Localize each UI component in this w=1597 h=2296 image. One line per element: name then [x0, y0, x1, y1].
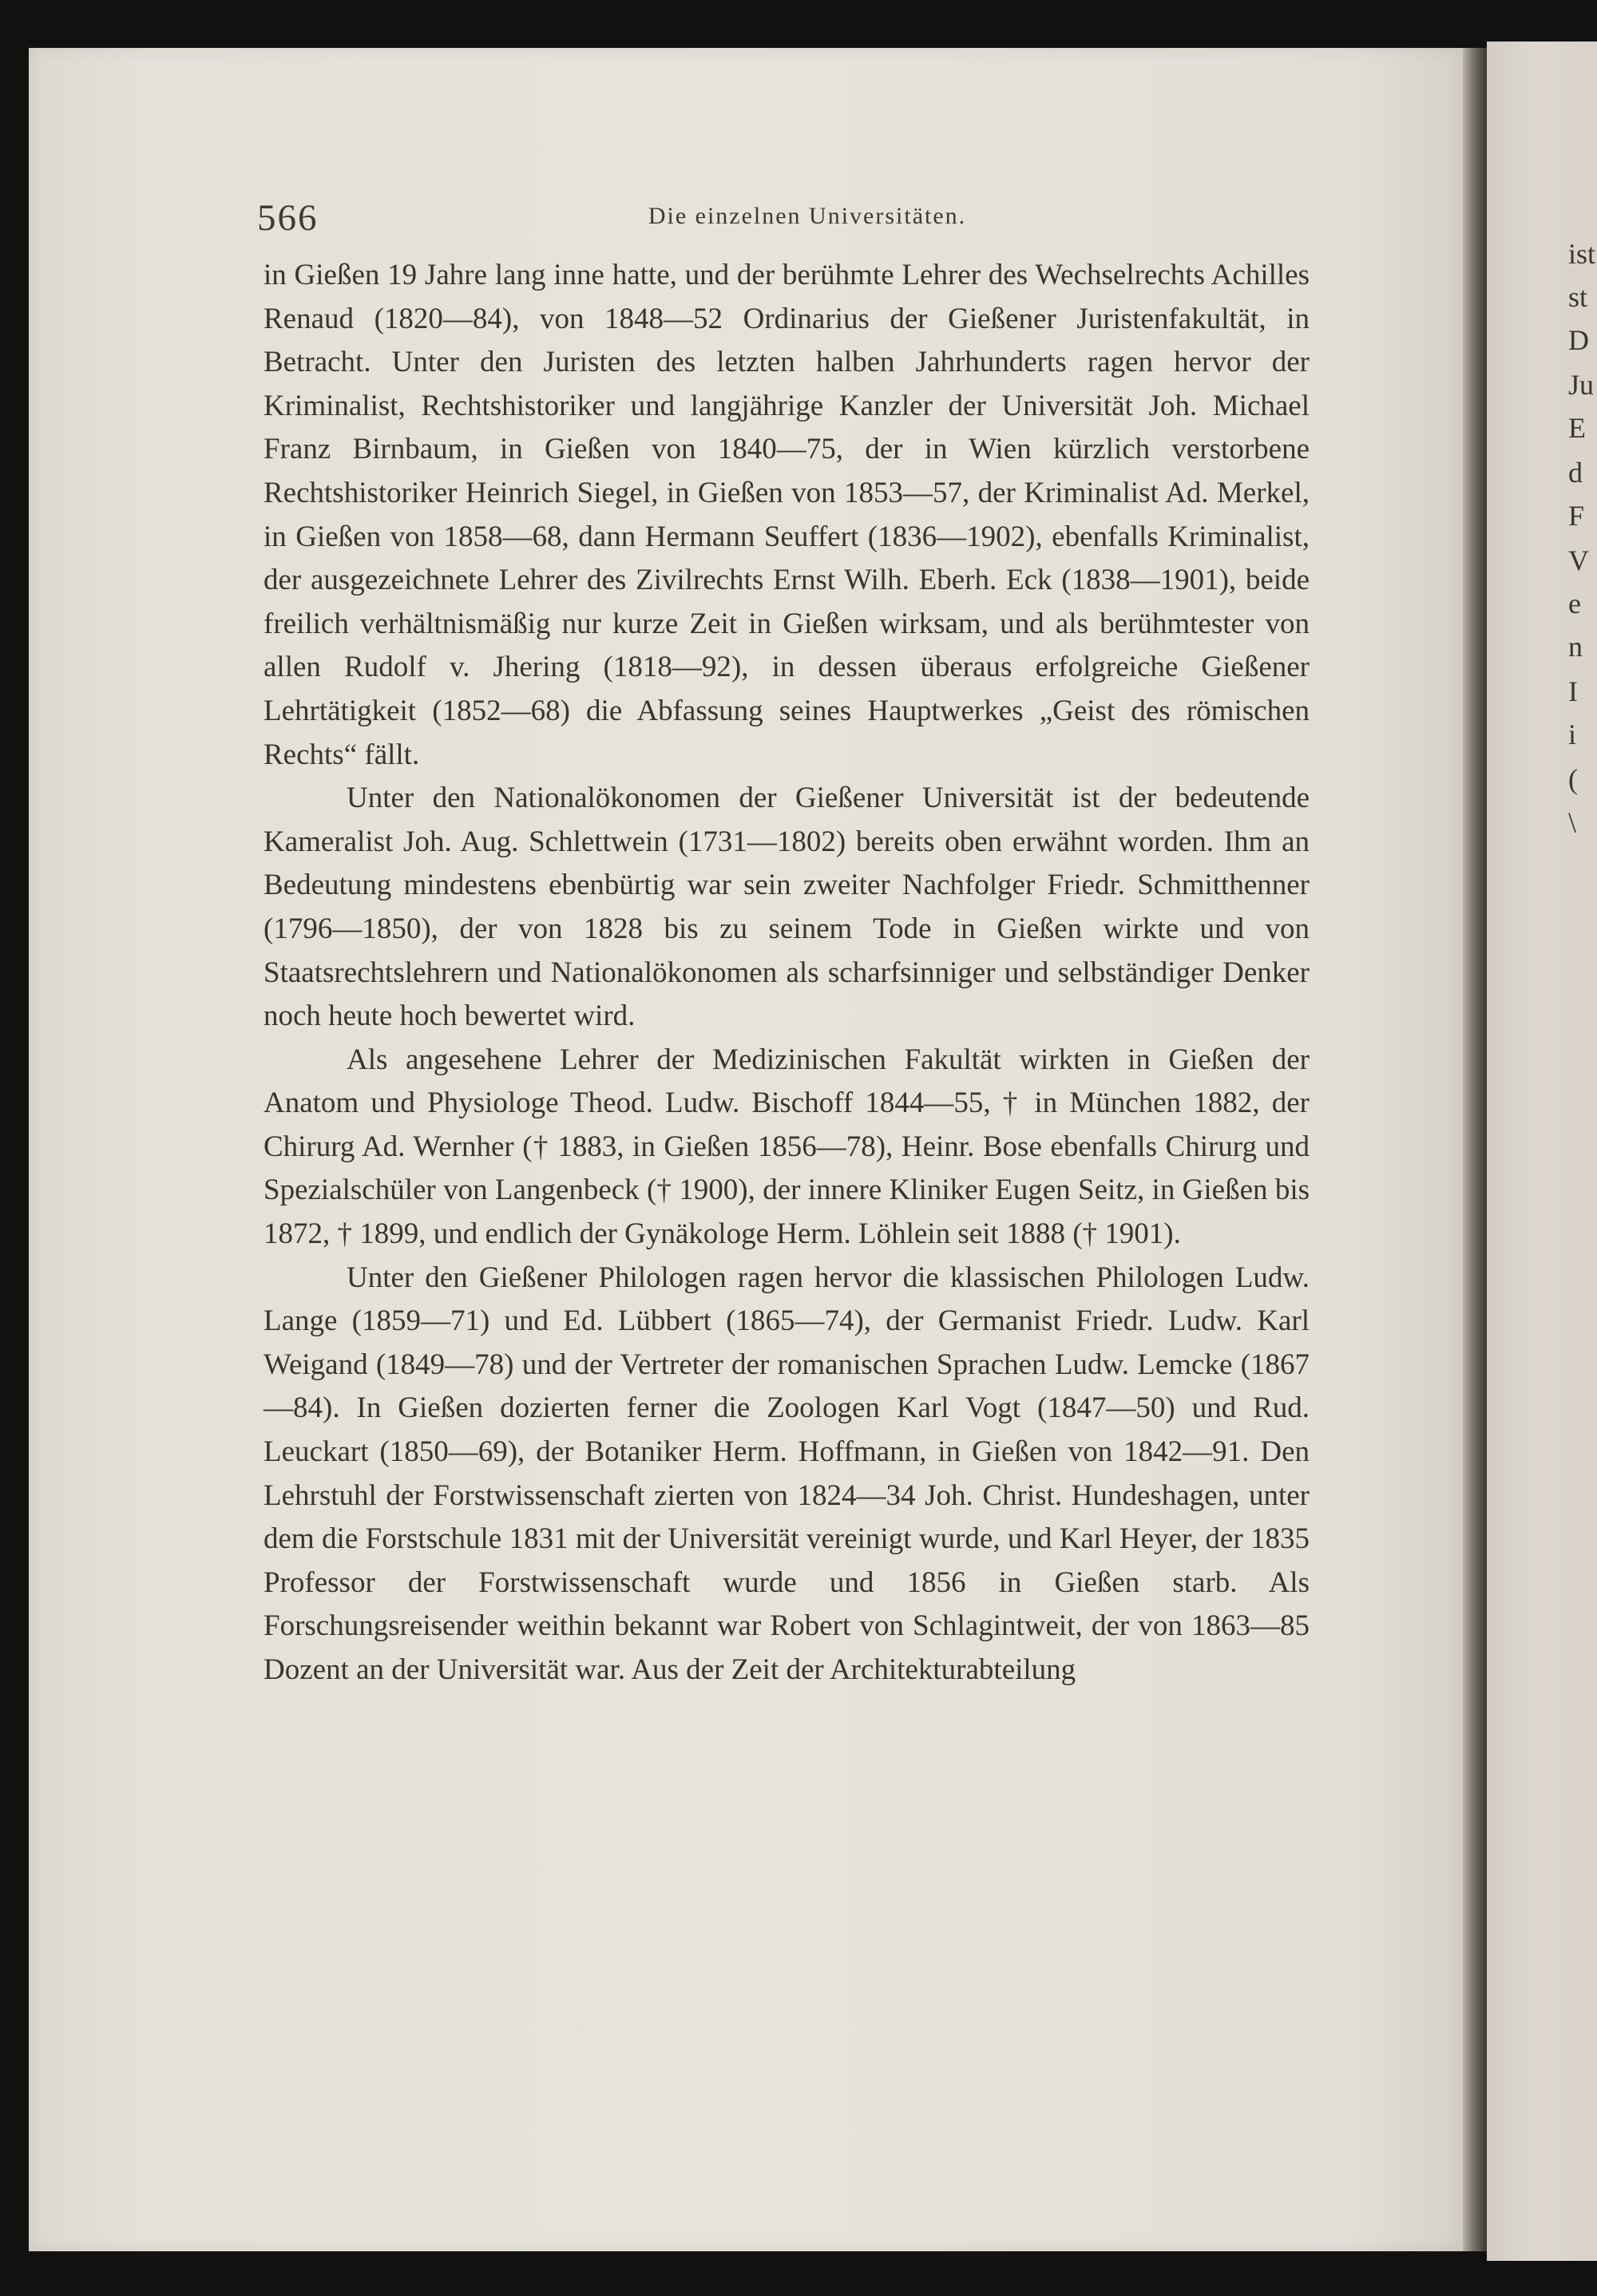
next-page-fragment: n: [1568, 631, 1583, 663]
next-page-fragment: ist: [1568, 238, 1596, 270]
paragraph: in Gießen 19 Jahre lang inne hatte, und der berühmte Lehrer des Wechselrechts Achilles Renaud (1820—84), von 1848—52 Ordinarius der Gießener Juristenfakultät, in Betracht. Unter den Juristen des letzten halben Jahrhunderts ragen hervor der Kriminalist, Rechtshistoriker und langjährige Kanzler der Universität Joh. Michael Franz Birnbaum, in Gießen von 1840—75, der in Wien kürzlich verstorbene Rechtshistoriker Heinrich Siegel, in Gießen von 1853—57, der Kriminalist Ad. Merkel, in Gießen von 1858—68, dann Hermann Seuffert (1836—1902), ebenfalls Kriminalist, der ausgezeichnete Lehrer des Zivilrechts Ernst Wilh. Eberh. Eck (1838—1901), beide freilich verhältnismäßig nur kurze Zeit in Gießen wirksam, und als berühmtester von allen Rudolf v. Jhering (1818—92), in dessen überaus erfolgreiche Gießener Lehrtätigkeit (1852—68) die Abfassung seines Hauptwerkes „Geist des römischen Rechts“ fällt.: [264, 259, 1310, 771]
running-head-title: Die einzelnen Universitäten.: [648, 203, 967, 229]
next-page-fragment: Ju: [1568, 369, 1595, 401]
next-page-fragment: i: [1568, 718, 1577, 750]
next-page-fragment: d: [1568, 457, 1583, 489]
next-page-fragment: (: [1568, 763, 1578, 795]
next-page-fragment: \: [1568, 806, 1577, 838]
running-head: [228, 182, 1386, 246]
body-text: [264, 254, 1310, 1692]
next-page-fragment: V: [1568, 544, 1589, 576]
paragraph: Unter den Nationalökonomen der Gießener Universität ist der bedeutende Kameralist Joh. Aug. Schlettwein (1731—1802) bereits oben erwähnt worden. Ihm an Bedeutung mindestens ebenbürtig war sein zweiter Nachfolger Friedr. Schmitthenner (1796—1850), der von 1828 bis zu seinem Tode in Gießen wirkte und von Staatsrechtslehrern und Nationalökonomen als scharfsinniger und selbständiger Denker noch heute hoch bewertet wird.: [264, 782, 1310, 1033]
next-page-fragment: D: [1568, 324, 1589, 356]
paragraph: Unter den Gießener Philologen ragen hervor die klassischen Philologen Ludw. Lange (1859—71) und Ed. Lübbert (1865—74), der Germanist Friedr. Ludw. Karl Weigand (1849—78) und der Vertreter der romanischen Sprachen Ludw. Lemcke (1867—84). In Gießen dozierten ferner die Zoologen Karl Vogt (1847—50) und Rud. Leuckart (1850—69), der Botaniker Herm. Hoffmann, in Gießen von 1842—91. Den Lehrstuhl der Forstwissenschaft zierten von 1824—34 Joh. Christ. Hundeshagen, unter dem die Forstschule 1831 mit der Universität vereinigt wurde, und Karl Heyer, der 1835 Professor der Forstwissenschaft wurde und 1856 in Gießen starb. Als Forschungsreisender weithin bekannt war Robert von Schlagintweit, der von 1863—85 Dozent an der Universität war. Aus der Zeit der Architekturabteilung: [264, 1261, 1310, 1686]
book-gutter: [1463, 48, 1487, 2251]
next-page-fragment: I: [1568, 675, 1578, 707]
next-page-fragment: E: [1568, 412, 1586, 444]
paragraph: Als angesehene Lehrer der Medizinischen Fakultät wirkten in Gießen der Anatom und Physiologe Theod. Ludw. Bischoff 1844—55, † in München 1882, der Chirurg Ad. Wernher († 1883, in Gießen 1856—78), Heinr. Bose ebenfalls Chirurg und Spezialschüler von Langenbeck († 1900), der innere Kliniker Eugen Seitz, in Gießen bis 1872, † 1899, und endlich der Gynäkologe Herm. Löhlein seit 1888 († 1901).: [264, 1043, 1310, 1251]
next-page-fragment: e: [1568, 588, 1581, 620]
page-number: 566: [257, 197, 319, 239]
next-page-fragment: st: [1568, 281, 1588, 313]
next-page-fragment: F: [1568, 500, 1585, 532]
adjacent-page-edge: [1487, 42, 1597, 2261]
